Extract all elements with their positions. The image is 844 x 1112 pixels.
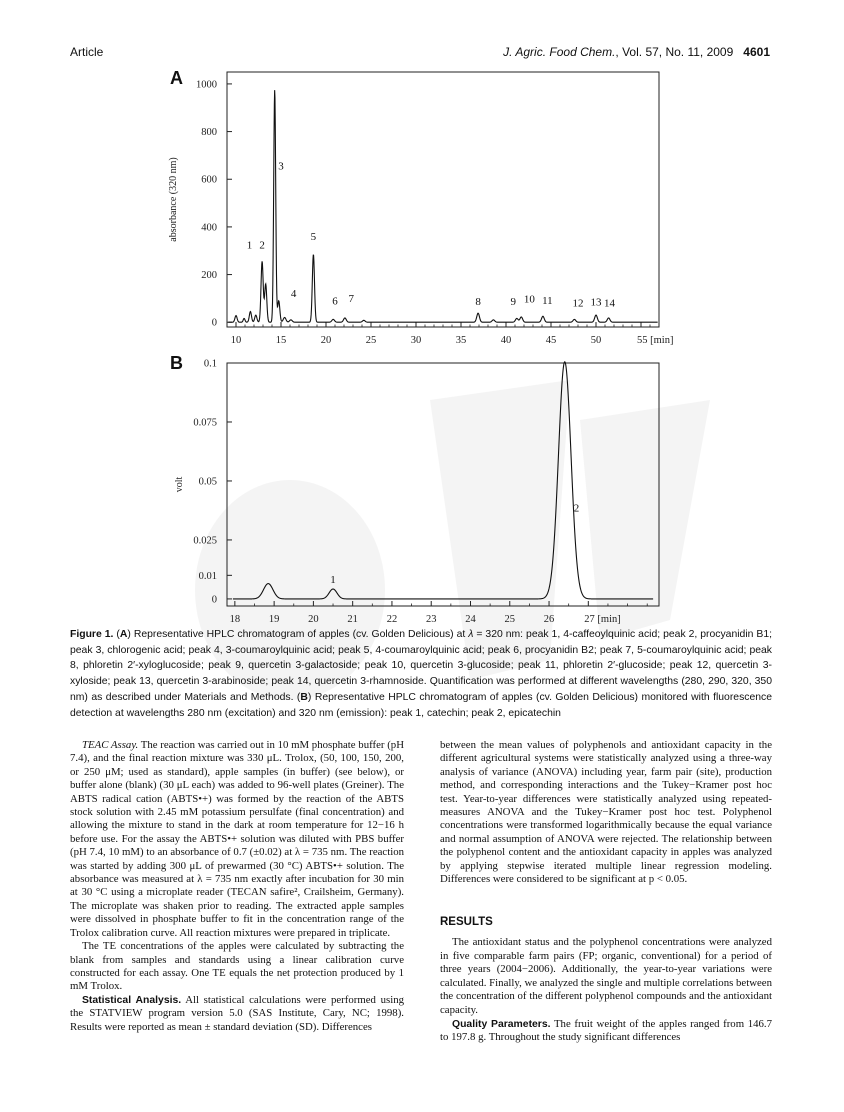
peak-label: 3	[278, 160, 284, 173]
chromatogram-b	[160, 355, 680, 625]
y-axis-label: absorbance (320 nm)	[168, 157, 179, 242]
panel-a-label: A	[170, 68, 183, 88]
peak-label: 2	[259, 239, 265, 252]
peak-label: 2	[573, 502, 580, 515]
y-tick-label: 0.075	[193, 417, 217, 429]
x-tick-label: 10	[230, 335, 242, 346]
right-column-continuation	[440, 739, 772, 886]
x-tick-label: 25	[504, 614, 516, 625]
y-tick-label: 0	[211, 594, 217, 606]
running-header-article: Article	[70, 45, 104, 59]
x-tick-label: 50	[590, 335, 602, 346]
y-tick-label: 200	[201, 270, 217, 282]
caption-panel-a: A	[119, 629, 128, 640]
peak-label: 1	[246, 239, 253, 252]
x-tick-label: 18	[229, 614, 241, 625]
panel-b-label: B	[170, 353, 183, 373]
caption-text-a2: = 320 nm: peak 1, 4-caffeoylquinic acid; peak 2, procyanidin B1; peak 3, chlorogenic acid; peak 4, 3-coumaroylquinic acid; peak 5, 4-coumaroylquinic acid; peak 6, procyanidin B2; peak 7, 5-coumaroylquinic acid; peak 8, phloretin 2′-xyloglucoside; peak 9, quercetin 3-galactoside; peak 10, quercetin 3-glucoside; peak 11, phloretin 2′-glucoside; peak 12, quercetin 3-xyloside; peak 13, quercetin 3-arabinoside; peak 14, quercetin 3-rhamnoside. Quantification was performed at different wavelengths (280, 290, 320, 350 nm) as described under Materials and Methods. (	[70, 629, 772, 703]
quality-parameters-paragraph: The fruit weight of the apples ranged from 146.7 to 197.8 g. Throughout the study significant differences	[440, 1017, 773, 1044]
journal-volume: , Vol. 57, No. 11, 2009	[615, 45, 734, 59]
x-tick-label: 19	[268, 614, 280, 625]
y-tick-label: 800	[201, 127, 217, 139]
peak-label: 11	[542, 294, 553, 307]
y-tick-label: 0.025	[193, 535, 217, 547]
peak-label: 10	[523, 293, 535, 306]
y-tick-label: 1000	[196, 79, 217, 91]
chromatogram-a	[160, 60, 680, 355]
teac-heading: TEAC Assay.	[82, 739, 139, 751]
peak-label: 9	[510, 296, 516, 309]
x-tick-label: 15	[275, 335, 287, 346]
y-tick-label: 0	[211, 317, 217, 329]
y-tick-label: 400	[201, 222, 217, 234]
peak-label: 7	[348, 292, 354, 305]
left-column	[70, 739, 404, 1034]
caption-text-b: ) Representative HPLC chromatogram of apples (cv. Golden Delicious) monitored with fluorescence detection at wavelengths 280 nm (excitation) and 320 nm (emission): peak 1, catechin; peak 2, epicatechin	[70, 691, 772, 719]
x-tick-label: 23	[425, 614, 437, 625]
statistical-analysis-heading: Statistical Analysis.	[82, 994, 182, 1006]
x-tick-label: 26	[543, 614, 555, 625]
te-paragraph: The TE concentrations of the apples were calculated by subtracting the blank from samples and standards using a linear calibration curve constructed for each assay. One TE equals the net protection produced by 1 mM Trolox.	[70, 940, 404, 993]
x-tick-label: 20	[308, 614, 319, 625]
peak-label: 1	[330, 573, 336, 586]
results-section	[440, 936, 772, 1045]
x-tick-label: 21	[347, 614, 358, 625]
plot-frame	[227, 363, 659, 606]
figure-caption: Figure 1. (A) Representative HPLC chromatogram of apples (cv. Golden Delicious) at λ = 320 nm: peak 1, 4-caffeoylquinic acid; peak 2, procyanidin B1; peak 3, chlorogenic acid; peak 4, 3-coumaroylquinic acid; peak 5, 4-coumaroylquinic acid; peak 6, procyanidin B2; peak 7, 5-coumaroylquinic acid; peak 8, phloretin 2′-xyloglucoside; peak 9, quercetin 3-galactoside; peak 10, quercetin 3-glucoside; peak 11, phloretin 2′-glucoside; peak 12, quercetin 3-xyloside; peak 13, quercetin 3-arabinoside; peak 14, quercetin 3-rhamnoside. Quantification was performed at different wavelengths (280, 290, 320, 350 nm) as described under Materials and Methods. (B) Representative HPLC chromatogram of apples (cv. Golden Delicious) monitored with fluorescence detection at wavelengths 280 nm (excitation) and 320 nm (emission): peak 1, catechin; peak 2, epicatechin	[70, 629, 772, 719]
chromatogram-trace	[233, 362, 653, 599]
quality-parameters-heading: Quality Parameters.	[452, 1018, 551, 1030]
x-tick-label: 40	[500, 335, 512, 346]
peak-label: 13	[590, 296, 602, 309]
running-header-citation	[440, 45, 770, 59]
figure-label: Figure 1.	[70, 629, 114, 640]
x-tick-label: 35	[455, 335, 467, 346]
peak-label: 8	[475, 296, 481, 309]
results-heading: RESULTS	[440, 916, 493, 928]
x-tick-label: 24	[465, 614, 476, 625]
x-tick-label: 27 [min]	[584, 614, 621, 625]
statistical-analysis-paragraph: All statistical calculations were performed using the STATVIEW program version 5.0 (SAS Institute, Cary, NC; 1998). Results were reported as mean ± standard deviation (SD). Differences	[70, 993, 404, 1033]
x-tick-label: 22	[386, 614, 398, 625]
y-tick-label: 600	[201, 174, 217, 186]
peak-label: 4	[290, 288, 297, 301]
caption-panel-b: B	[300, 691, 308, 703]
peak-label: 14	[604, 297, 615, 310]
teac-paragraph: The reaction was carried out in 10 mM phosphate buffer (pH 7.4), and the final reaction mixture was 330 μL. Trolox, (50, 100, 150, 200, or 250 μM; used as standard), apple samples (in buffer) (see below), or buffer alone (blank) (30 μL each) was added to 96-well plates (Greiner). The ABTS radical cation (ABTS•+) was formed by the reaction of the ABTS stock solution with 2.45 mM potassium persulfate (final concentration) and allowing the mixture to stand in the dark at room temperature for 12−16 h before use. For the assay the ABTS•+ solution was diluted with PBS buffer (pH 7.4, 10 mM) to an absorbance of 0.7 (±0.02) at λ = 735 nm. The reaction was started by adding 300 μL of prewarmed (30 °C) ABTS•+ solution. The absorbance was measured at λ = 735 nm exactly after incubation for 30 min at 30 °C using a microplate reader (TECAN safire², Crailsheim, Germany). The microplate was shaken prior to reading. The extracted apple samples were dissolved in phosphate buffer to fit in the concentration range of the Trolox calibration curve. All reaction mixtures were prepared in triplicate.	[70, 739, 404, 939]
x-tick-label: 55 [min]	[637, 335, 674, 346]
y-tick-label: 0.1	[203, 358, 217, 370]
x-tick-label: 25	[365, 335, 377, 346]
anova-paragraph: between the mean values of polyphenols and antioxidant capacity in the different agricultural systems were statistically analyzed using a three-way analysis of variance (ANOVA) including year, farm pair (site), production method, and corresponding interactions and the Tukey−Kramer post hoc test. Year-to-year differences were statistically analyzed using repeated-measures ANOVA and the Tukey−Kramer post hoc test. Polyphenol concentrations were transformed logarithmically because the equal variance and normal assumption of ANOVA were rejected. The relationship between the polyphenol content and the antioxidant capacity in apples was analyzed by applying stepwise iterated multiple linear regression modeling. Differences were considered to be significant at p < 0.05.	[440, 739, 772, 886]
y-tick-label: 0.05	[198, 476, 217, 488]
peak-label: 5	[310, 231, 317, 244]
results-paragraph: The antioxidant status and the polyphenol concentrations were analyzed in five comparable farm pairs (FP; organic, conventional) for a period of three years (2004−2006). Additionally, the year-to-year variations were calculated. Finally, we analyzed the single and multiple correlations between the concentration of the different polyphenol compounds and the antioxidant capacity.	[440, 936, 772, 1016]
journal-name: J. Agric. Food Chem.	[503, 45, 616, 59]
peak-label: 6	[332, 295, 338, 308]
y-tick-label: 0.01	[198, 570, 217, 582]
page-number: 4601	[743, 45, 770, 59]
x-tick-label: 30	[410, 335, 422, 346]
caption-text-a1: ) Representative HPLC chromatogram of apples (cv. Golden Delicious) at	[127, 629, 469, 640]
x-tick-label: 45	[545, 335, 557, 346]
y-axis-label: volt	[174, 476, 185, 493]
x-tick-label: 20	[320, 335, 332, 346]
peak-label: 12	[572, 297, 584, 310]
